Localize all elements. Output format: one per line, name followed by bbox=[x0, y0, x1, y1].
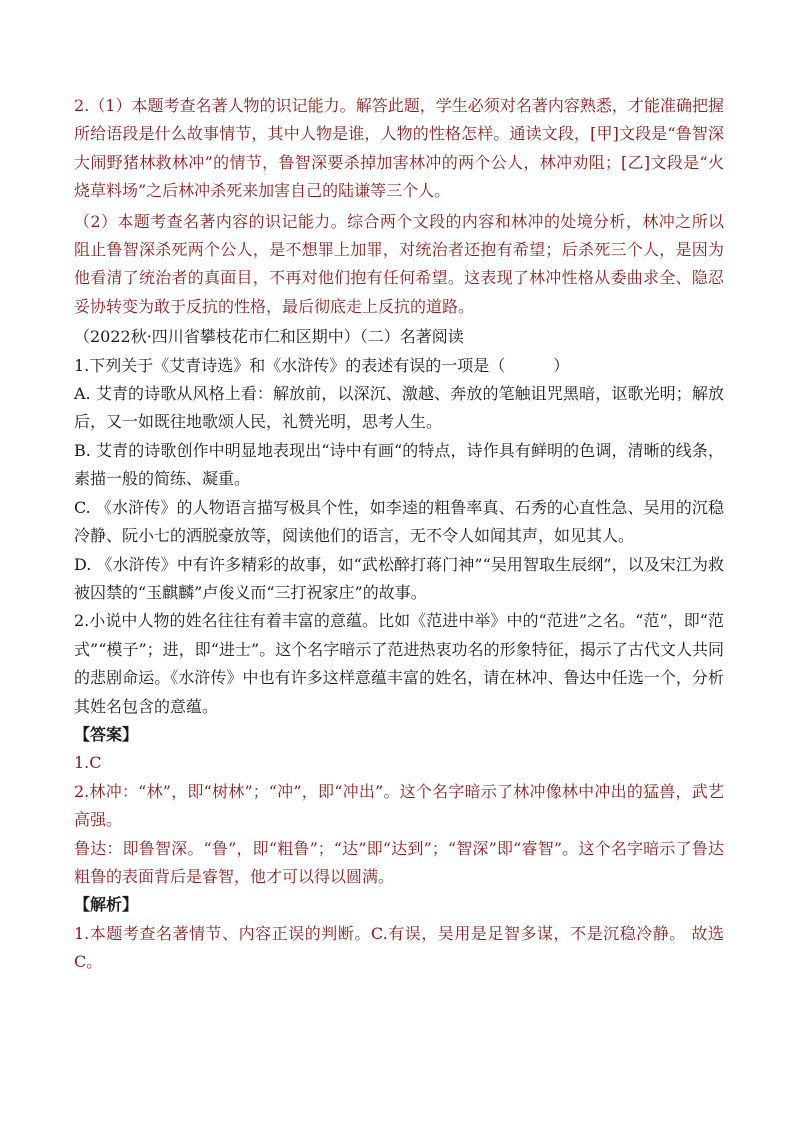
analysis-prev-paragraph-2: （2）本题考查名著内容的识记能力。综合两个文段的内容和林冲的处境分析，林冲之所以阻止鲁智深杀死两个公人，是不想罪上加罪，对统治者还抱有希望；后杀死三个人，是因为他看清了统治者的真面目，不再对他们抱有任何希望。这表现了林冲性格从委曲求全、隐忍妥协转变为敢于反抗的性格，最后彻底走上反抗的道路。 bbox=[74, 211, 724, 316]
analysis-label: 【解析】 bbox=[74, 895, 139, 915]
option-d: D. 《水浒传》中有许多精彩的故事，如“武松醉打蒋门神”“吴用智取生辰纲”，以及宋江为救被囚禁的“玉麒麟”卢俊义而“三打祝家庄”的故事。 bbox=[74, 554, 724, 602]
option-a: A. 艾青的诗歌从风格上看：解放前，以深沉、激越、奔放的笔触诅咒黑暗，讴歌光明；解放后，又一如既往地歌颂人民，礼赞光明，思考人生。 bbox=[74, 384, 724, 432]
answer-2-lu-da: 鲁达：即鲁智深。“鲁”，即“粗鲁”；“达”即“达到”；“智深”即“睿智”。这个名字暗示了鲁达粗鲁的表面背后是睿智，他才可以得以圆满。 bbox=[74, 838, 724, 886]
analysis-prev-paragraph-1: 2.（1）本题考查名著人物的识记能力。解答此题，学生必须对名著内容熟悉，才能准确把握所给语段是什么故事情节，其中人物是谁，人物的性格怎样。通读文段，[甲]文段是“鲁智深大闹野猪林救林冲”的情节，鲁智深要杀掉加害林冲的两个公人，林冲劝阻；[乙]文段是“火烧草料场”之后林冲杀死来加害自己的陆谦等三个人。 bbox=[74, 96, 724, 201]
answer-2-lin-chong: 2.林冲：“林”，即“树林”；“冲”，即“冲出”。这个名字暗示了林冲像林中冲出的猛兽，武艺高强。 bbox=[74, 781, 724, 830]
option-c: C. 《水浒传》的人物语言描写极具个性，如李逵的粗鲁率真、石秀的心直性急、吴用的沉稳冷静、阮小七的洒脱豪放等，阅读他们的语言，无不令人如闻其声，如见其人。 bbox=[74, 497, 724, 546]
question-2: 2.小说中人物的姓名往往有着丰富的意蕴。比如《范进中举》中的“范进”之名。“范”，即“范式”“模子”；进，即“进士”。这个名字暗示了范进热衷功名的形象特征，揭示了古代文人共同的悲剧命运。《水浒传》中也有许多这样意蕴丰富的姓名，请在林冲、鲁达中任选一个，分析其姓名包含的意蕴。 bbox=[74, 611, 724, 716]
answer-1: 1.C bbox=[74, 753, 102, 773]
answer-label: 【答案】 bbox=[74, 724, 139, 744]
question-source: （2022秋·四川省攀枝花市仁和区期中）（二）名著阅读 bbox=[74, 327, 464, 347]
question-1: 1.下列关于《艾青诗选》和《水浒传》的表述有误的一项是（ ） bbox=[74, 355, 570, 375]
document-page bbox=[74, 92, 724, 977]
option-b: B. 艾青的诗歌创作中明显地表现出“诗中有画“的特点，诗作具有鲜明的色调，清晰的线条，素描一般的简练、凝重。 bbox=[74, 440, 724, 489]
analysis-paragraph-1: 1.本题考查名著情节、内容正误的判断。C.有误，吴用是足智多谋，不是沉稳冷静。 故选C。 bbox=[74, 923, 724, 972]
